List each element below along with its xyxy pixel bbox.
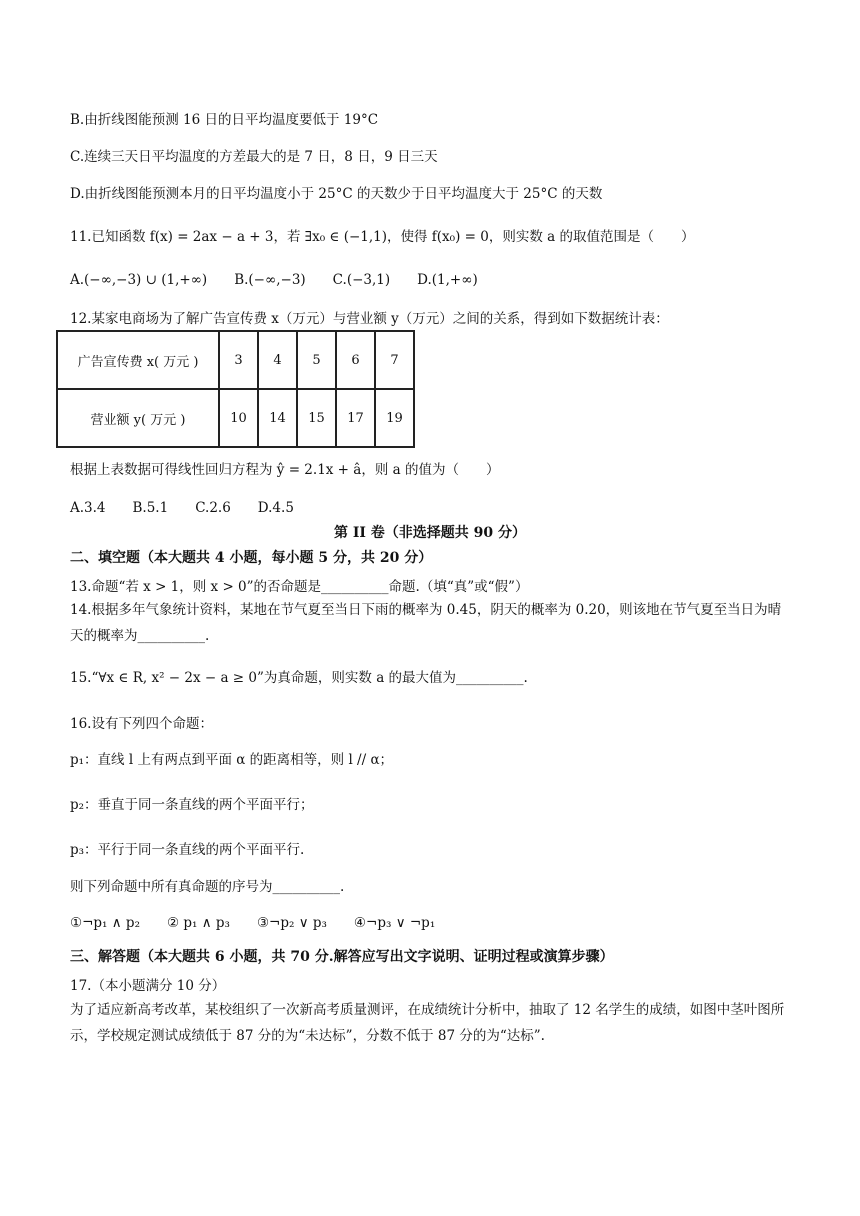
table-cell: 4 [258, 331, 297, 389]
table-cell: 17 [336, 389, 375, 447]
table-cell: 7 [375, 331, 414, 389]
table-cell: 10 [219, 389, 258, 447]
section-3-title: 三、解答题（本大题共 6 小题，共 70 分.解答应写出文字说明、证明过程或演算步骤） [70, 949, 614, 965]
table-cell: 19 [375, 389, 414, 447]
table-row-label: 广告宣传费 x( 万元 ) [57, 331, 219, 389]
question-11-options: A.(−∞,−3) ∪ (1,+∞) B.(−∞,−3) C.(−3,1) D.(1,+∞) [70, 272, 478, 288]
option-10d: D.由折线图能预测本月的日平均温度小于 25°C 的天数少于日平均温度大于 25°C 的天数 [70, 186, 603, 202]
proposition-p2: p₂：垂直于同一条直线的两个平面平行； [70, 797, 314, 813]
question-17-head: 17.（本小题满分 10 分） [70, 978, 226, 994]
table-row [57, 389, 414, 447]
question-11-stem: 11.已知函数 f(x) = 2ax − a + 3，若 ∃x₀ ∈ (−1,1)，使得 f(x₀) = 0，则实数 a 的取值范围是（ ） [70, 229, 695, 245]
proposition-p3: p₃：平行于同一条直线的两个平面平行. [70, 842, 305, 858]
table-cell: 14 [258, 389, 297, 447]
question-16-choices: ①¬p₁ ∧ p₂ ② p₁ ∧ p₃ ③¬p₂ ∨ p₃ ④¬p₃ ∨ ¬p₁ [70, 915, 436, 931]
table-row [57, 331, 414, 389]
table-row-label: 营业额 y( 万元 ) [57, 389, 219, 447]
option-10b: B.由折线图能预测 16 日的日平均温度要低于 19°C [70, 112, 379, 128]
question-13: 13.命题“若 x > 1，则 x > 0”的否命题是__________命题.（填“真”或“假”） [70, 579, 529, 595]
table-cell: 5 [297, 331, 336, 389]
question-15: 15.“∀x ∈ R, x² − 2x − a ≥ 0”为真命题，则实数 a 的最大值为__________. [70, 670, 528, 686]
question-17-body: 为了适应新高考改革，某校组织了一次新高考质量测评，在成绩统计分析中，抽取了 12 名学生的成绩，如图中茎叶图所示，学校规定测试成绩低于 87 分的为“未达标”，分数不低于 87 分的为“达标”. [70, 1002, 785, 1044]
part-2-title: 第 II 卷（非选择题共 90 分） [333, 525, 527, 541]
question-16-ask: 则下列命题中所有真命题的序号为__________. [70, 879, 345, 895]
question-12-regression: 根据上表数据可得线性回归方程为 ŷ = 2.1x + â，则 a 的值为（ ） [70, 462, 500, 478]
table-cell: 6 [336, 331, 375, 389]
data-table [56, 330, 415, 448]
question-14: 14.根据多年气象统计资料，某地在节气夏至当日下雨的概率为 0.45，阴天的概率为 0.20，则该地在节气夏至当日为晴天的概率为__________. [70, 602, 782, 644]
option-10c: C.连续三天日平均温度的方差最大的是 7 日，8 日，9 日三天 [70, 149, 438, 165]
question-12-options: A.3.4 B.5.1 C.2.6 D.4.5 [70, 500, 294, 516]
table-cell: 3 [219, 331, 258, 389]
table-cell: 15 [297, 389, 336, 447]
section-2-title: 二、填空题（本大题共 4 小题，每小题 5 分，共 20 分） [70, 550, 433, 566]
question-12-stem: 12.某家电商场为了解广告宣传费 x（万元）与营业额 y（万元）之间的关系，得到如下数据统计表： [70, 311, 669, 327]
question-16-stem: 16.设有下列四个命题： [70, 716, 213, 732]
proposition-p1: p₁：直线 l 上有两点到平面 α 的距离相等，则 l // α； [70, 752, 394, 768]
